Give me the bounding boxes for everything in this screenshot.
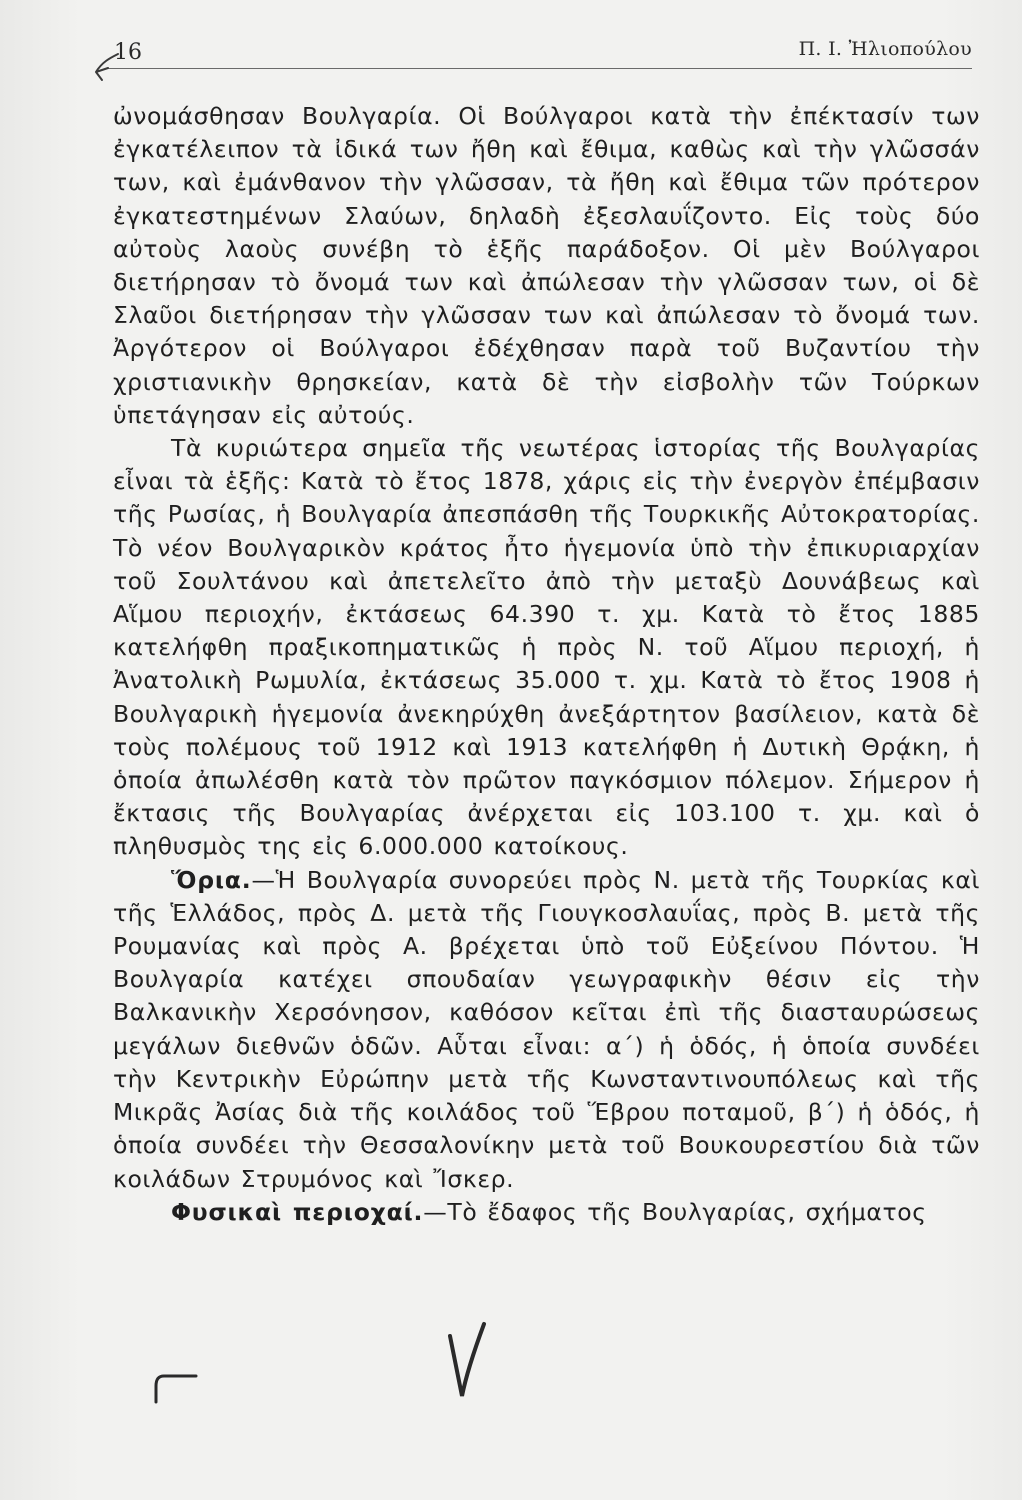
handwritten-check-mark: [440, 1316, 490, 1406]
handwritten-arrow-mark: [92, 46, 122, 86]
header-rule: [108, 68, 972, 69]
page-number: 16: [114, 40, 142, 65]
section-heading-borders: Ὅρια.: [171, 865, 252, 894]
paragraph-2: [113, 432, 980, 864]
section-heading-physical-regions: Φυσικαὶ περιοχαί.: [171, 1197, 424, 1226]
paragraph-2-text: Τὰ κυριώτερα σημεῖα τῆς νεωτέρας ἱστορίας τῆς Βουλγαρίας εἶναι τὰ ἑξῆς: Κατὰ τὸ ἔτος 1878, χάρις εἰς τὴν ἐνεργὸν ἐπέμβασιν τῆς Ρωσίας, ἡ Βουλγαρία ἀπεσπάσθη τῆς Τουρκικῆς Αὐτοκρατορίας. Τὸ νέον Βουλγαρικὸν κράτος ἦτο ἡγεμονία ὑπὸ τὴν ἐπικυριαρχίαν τοῦ Σουλτάνου καὶ ἀπετελεῖτο ἀπὸ τὴν μεταξὺ Δουνάβεως καὶ Αἵμου περιοχήν, ἐκτάσεως 64.390 τ. χμ. Κατὰ τὸ ἔτος 1885 κατελήφθη πραξικοπηματικῶς ἡ πρὸς Ν. τοῦ Αἵμου περιοχή, ἡ Ἀνατολικὴ Ρωμυλία, ἐκτάσεως 35.000 τ. χμ. Κατὰ τὸ ἔτος 1908 ἡ Βουλγαρικὴ ἡγεμονία ἀνεκηρύχθη ἀνεξάρτητον βασίλειον, κατὰ δὲ τοὺς πολέμους τοῦ 1912 καὶ 1913 κατελήφθη ἡ Δυτικὴ Θρᾴκη, ἡ ὁποία ἀπωλέσθη κατὰ τὸν πρῶτον παγκόσμιον πόλεμον. Σήμερον ἡ ἔκτασις τῆς Βουλγαρίας ἀνέρχεται εἰς 103.100 τ. χμ. καὶ ὁ πληθυσμὸς της εἰς 6.000.000 κατοίκους.: [113, 434, 980, 861]
body-text: [113, 100, 980, 1229]
paragraph-physical-regions-text: —Τὸ ἔδαφος τῆς Βουλγαρίας, σχήματος: [423, 1197, 927, 1226]
handwritten-margin-bracket: [150, 1368, 200, 1408]
paragraph-1: [113, 100, 980, 432]
paragraph-borders-text: —Ἡ Βουλγαρία συνορεύει πρὸς Ν. μετὰ τῆς Τουρκίας καὶ τῆς Ἑλλάδος, πρὸς Δ. μετὰ τῆς Γιουγκοσλαυΐας, πρὸς Β. μετὰ τῆς Ρουμανίας καὶ πρὸς Α. βρέχεται ὑπὸ τοῦ Εὐξείνου Πόντου. Ἡ Βουλγαρία κατέχει σπουδαίαν γεωγραφικὴν θέσιν εἰς τὴν Βαλκανικὴν Χερσόνησον, καθόσον κεῖται ἐπὶ τῆς διασταυρώσεως μεγάλων διεθνῶν ὁδῶν. Αὗται εἶναι: α΄) ἡ ὁδός, ἡ ὁποία συνδέει τὴν Κεντρικὴν Εὐρώπην μετὰ τῆς Κωνσταντινουπόλεως καὶ τῆς Μικρᾶς Ἀσίας διὰ τῆς κοιλάδος τοῦ Ἕβρου ποταμοῦ, β΄) ἡ ὁδός, ἡ ὁποία συνδέει τὴν Θεσσαλονίκην μετὰ τοῦ Βουκουρεστίου διὰ τῶν κοιλάδων Στρυμόνος καὶ Ἴσκερ.: [113, 865, 980, 1193]
paragraph-physical-regions: [113, 1196, 980, 1229]
page-header: [108, 30, 972, 70]
paragraph-borders: [113, 864, 980, 1196]
paragraph-1-text: ὠνομάσθησαν Βουλγαρία. Οἱ Βούλγαροι κατὰ τὴν ἐπέκτασίν των ἐγκατέλειπον τὰ ἰδικά των ἤθη καὶ ἔθιμα, καθὼς καὶ τὴν γλῶσσάν των, καὶ ἐμάνθανον τὴν γλῶσσαν, τὰ ἤθη καὶ ἔθιμα τῶν πρότερον ἐγκατεστημένων Σλαύων, δηλαδὴ ἐξεσλαυΐζοντο. Εἰς τοὺς δύο αὐτοὺς λαοὺς συνέβη τὸ ἑξῆς παράδοξον. Οἱ μὲν Βούλγαροι διετήρησαν τὸ ὄνομά των καὶ ἀπώλεσαν τὴν γλῶσσαν των, οἱ δὲ Σλαῦοι διετήρησαν τὴν γλῶσσαν των καὶ ἀπώλεσαν τὸ ὄνομά των. Ἀργότερον οἱ Βούλγαροι ἐδέχθησαν παρὰ τοῦ Βυζαντίου τὴν χριστιανικὴν θρησκείαν, κατὰ δὲ τὴν εἰσβολὴν τῶν Τούρκων ὑπετάγησαν εἰς αὐτούς.: [113, 102, 980, 429]
running-head: Π. Ι. Ἠλιοπούλου: [798, 38, 972, 60]
